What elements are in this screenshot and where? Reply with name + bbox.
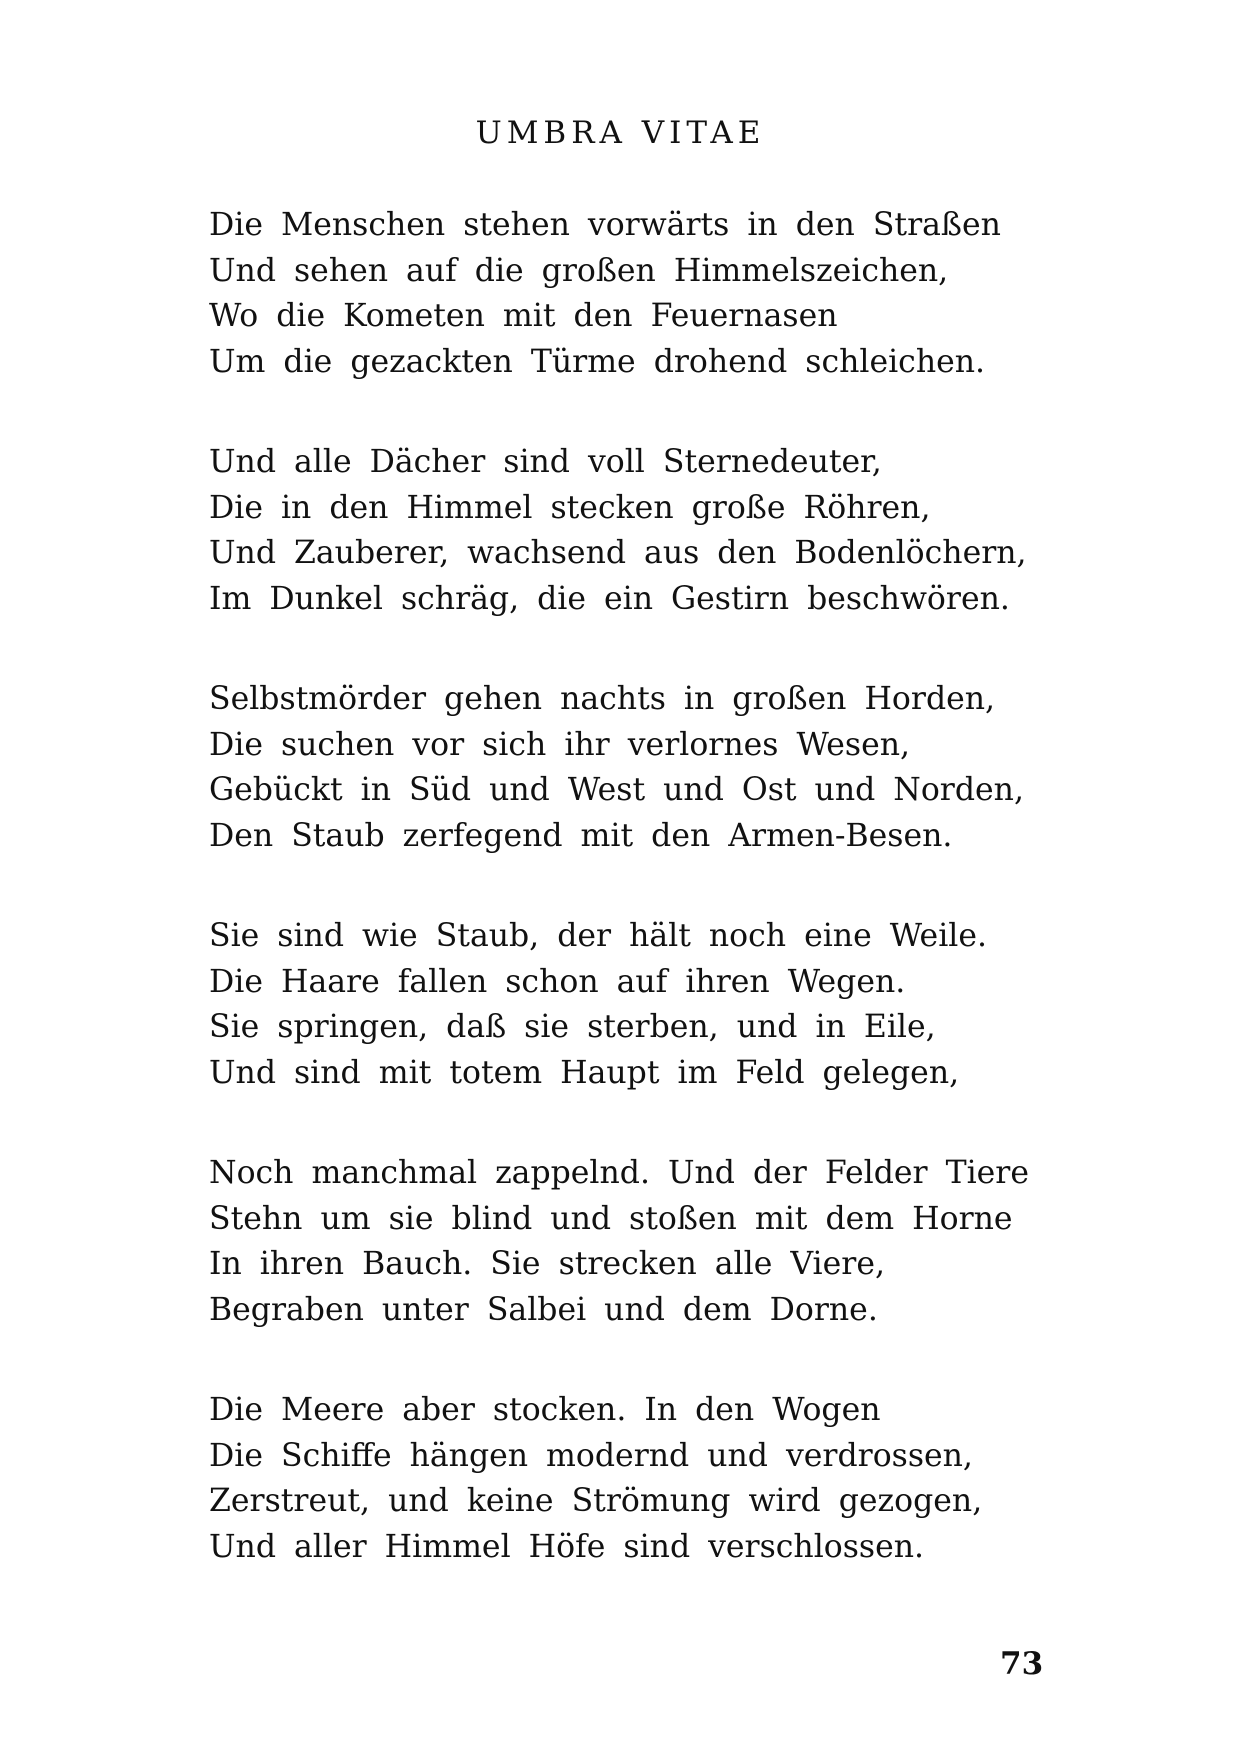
poem-body [209,203,1109,1625]
poem-line: Die Menschen stehen vorwärts in den Straßen [209,207,1001,243]
poem-line: Die Meere aber stocken. In den Wogen [209,1392,881,1428]
poem-line: Und sind mit totem Haupt im Feld gelegen, [209,1054,960,1091]
poem-line: Die Schiffe hängen modernd und verdrossen, [209,1437,973,1474]
poem-line: Um die gezackten Türme drohend schleichen. [209,343,986,380]
poem-line: Zerstreut, und keine Strömung wird gezogen, [209,1483,983,1519]
poem-title: UMBRA VITAE [475,115,766,151]
poem-line: Und aller Himmel Höfe sind verschlossen. [209,1528,925,1565]
poem-line: Im Dunkel schräg, die ein Gestirn beschwören. [209,580,1010,617]
poem-line: Selbstmörder gehen nachts in großen Horden, [209,681,996,717]
poem-line: Die suchen vor sich ihr verlornes Wesen, [209,726,911,763]
poem-line: Sie sind wie Staub, der hält noch eine Weile. [209,918,987,954]
poem-line: Und sehen auf die großen Himmelszeichen, [209,252,949,289]
stanza-3 [209,677,1109,859]
stanza-2 [209,440,1109,622]
stanza-5 [209,1151,1109,1333]
poem-line: Wo die Kometen mit den Feuernasen [209,298,838,334]
poem-line: Und alle Dächer sind voll Sternedeuter, [209,444,882,480]
page-number: 73 [1000,1646,1044,1682]
poem-line: Noch manchmal zappelnd. Und der Felder Tiere [209,1155,1030,1191]
poem-line: Die Haare fallen schon auf ihren Wegen. [209,963,906,1000]
poem-line: In ihren Bauch. Sie strecken alle Viere, [209,1246,885,1282]
poem-line: Begraben unter Salbei und dem Dorne. [209,1291,878,1328]
poem-line: Und Zauberer, wachsend aus den Bodenlöchern, [209,535,1027,571]
stanza-4 [209,914,1109,1096]
stanza-1 [209,203,1109,385]
stanza-6 [209,1388,1109,1570]
poem-line: Den Staub zerfegend mit den Armen-Besen. [209,817,953,854]
poem-line: Sie springen, daß sie sterben, und in Eile, [209,1009,936,1045]
poem-line: Die in den Himmel stecken große Röhren, [209,489,931,526]
poem-line: Gebückt in Süd und West und Ost und Norden, [209,772,1024,808]
poem-line: Stehn um sie blind und stoßen mit dem Horne [209,1200,1013,1237]
